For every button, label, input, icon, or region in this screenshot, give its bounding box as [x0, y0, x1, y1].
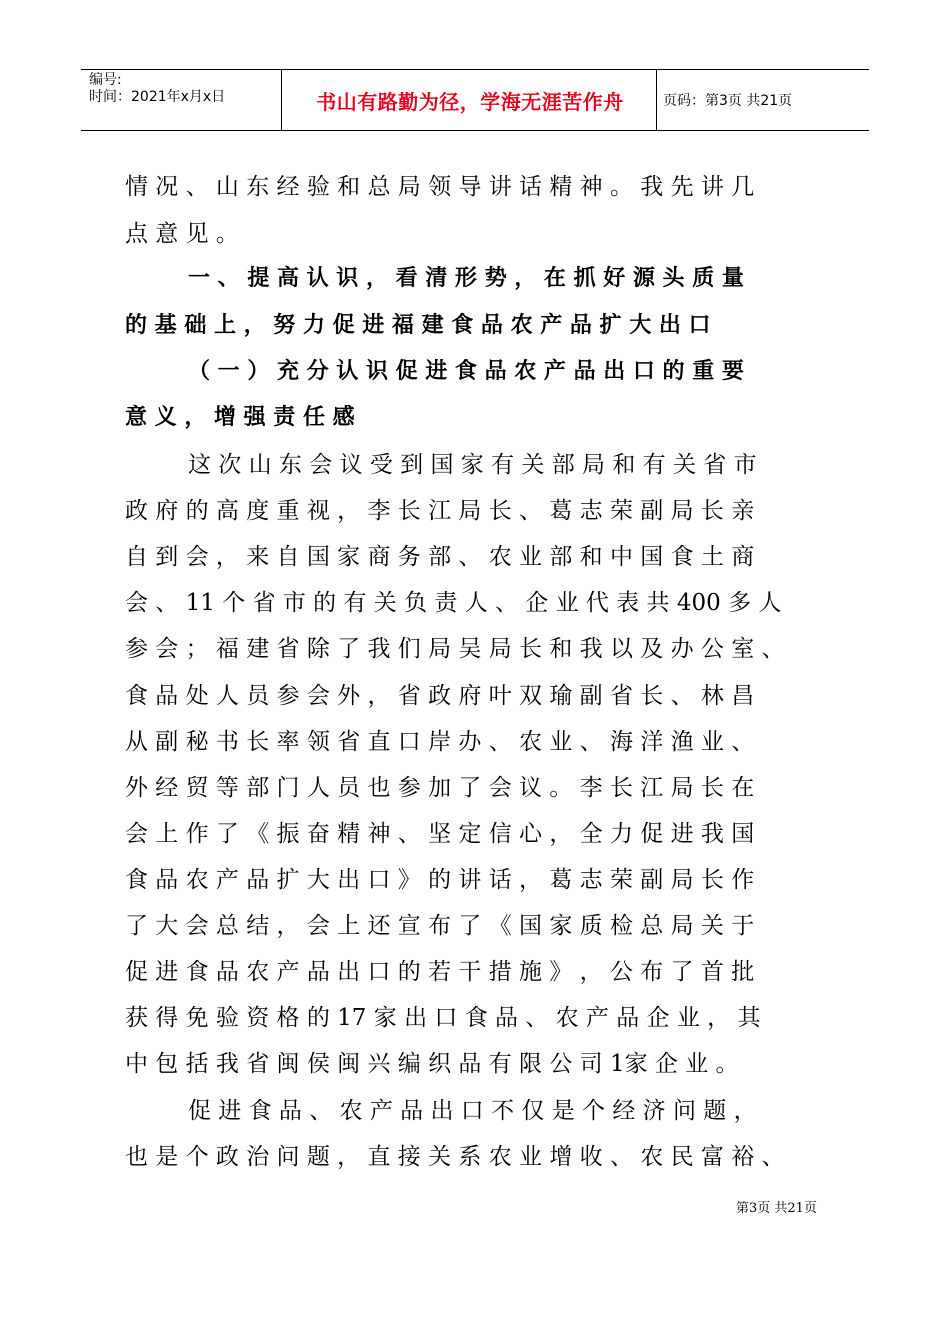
body-line: 自 到 会 ， 来 自 国 家 商 务 部 、 农 业 部 和 中 国 食 土 商 — [125, 544, 755, 570]
header-divider — [656, 70, 657, 130]
body-line: 会 、 11 个 省 市 的 有 关 负 责 人 、 企 业 代 表 共 400 多 人 — [125, 590, 782, 616]
body-line: 从 副 秘 书 长 率 领 省 直 口 岸 办 、 农 业 、 海 洋 渔 业 、 — [125, 729, 755, 755]
body-line: 也 是 个 政 治 问 题 ， 直 接 关 系 农 业 增 收 、 农 民 富 裕 、 — [125, 1144, 785, 1170]
subsection-heading: 意 义 ， 增 强 责 任 感 — [125, 405, 355, 430]
page-footer: 第3页 共21页 — [736, 1201, 817, 1216]
subsection-heading: （ 一 ） 充 分 认 识 促 进 食 品 农 产 品 出 口 的 重 要 — [188, 359, 744, 384]
header-table — [81, 69, 869, 131]
section-heading: 的 基 础 上 ， 努 力 促 进 福 建 食 品 农 产 品 扩 大 出 口 — [125, 313, 711, 338]
header-motto: 书山有路勤为径，学海无涯苦作舟 — [316, 89, 624, 114]
header-page-info: 页码：第3页 共21页 — [663, 93, 793, 109]
section-heading: 一 、 提 高 认 识 ， 看 清 形 势 ， 在 抓 好 源 头 质 量 — [188, 266, 744, 291]
body-line: 这 次 山 东 会 议 受 到 国 家 有 关 部 局 和 有 关 省 市 — [188, 452, 757, 478]
body-line: 了 大 会 总 结 ， 会 上 还 宣 布 了 《 国 家 质 检 总 局 关 于 — [125, 913, 755, 939]
body-line: 点 意 见 。 — [125, 221, 239, 247]
body-line: 促 进 食 品 农 产 品 出 口 的 若 干 措 施 》 ， 公 布 了 首 批 — [125, 959, 755, 985]
body-line: 外 经 贸 等 部 门 人 员 也 参 加 了 会 议 。 李 长 江 局 长 在 — [125, 775, 755, 801]
header-meta — [89, 72, 225, 106]
time-label: 时间：2021年x月x日 — [89, 89, 226, 105]
code-label: 编号: — [89, 72, 122, 88]
body-line: 会 上 作 了 《 振 奋 精 神 、 坚 定 信 心 ， 全 力 促 进 我 国 — [125, 821, 755, 847]
body-line: 参 会 ； 福 建 省 除 了 我 们 局 吴 局 长 和 我 以 及 办 公 室 、 — [125, 636, 785, 662]
body-line: 食 品 处 人 员 参 会 外 ， 省 政 府 叶 双 瑜 副 省 长 、 林 昌 — [125, 683, 755, 709]
body-line: 政 府 的 高 度 重 视 ， 李 长 江 局 长 、 葛 志 荣 副 局 长 亲 — [125, 498, 755, 524]
body-line: 获 得 免 验 资 格 的 17 家 出 口 食 品 、 农 产 品 企 业 ， 其 — [125, 1005, 761, 1031]
body-line: 中 包 括 我 省 闽 侯 闽 兴 编 织 品 有 限 公 司 1家 企 业 。 — [125, 1051, 739, 1077]
body-line: 情 况 、 山 东 经 验 和 总 局 领 导 讲 话 精 神 。 我 先 讲 几 — [125, 174, 755, 200]
header-divider — [281, 70, 282, 130]
body-line: 食 品 农 产 品 扩 大 出 口 》 的 讲 话 ， 葛 志 荣 副 局 长 作 — [125, 867, 755, 893]
body-line: 促 进 食 品 、 农 产 品 出 口 不 仅 是 个 经 济 问 题 ， — [188, 1098, 757, 1124]
